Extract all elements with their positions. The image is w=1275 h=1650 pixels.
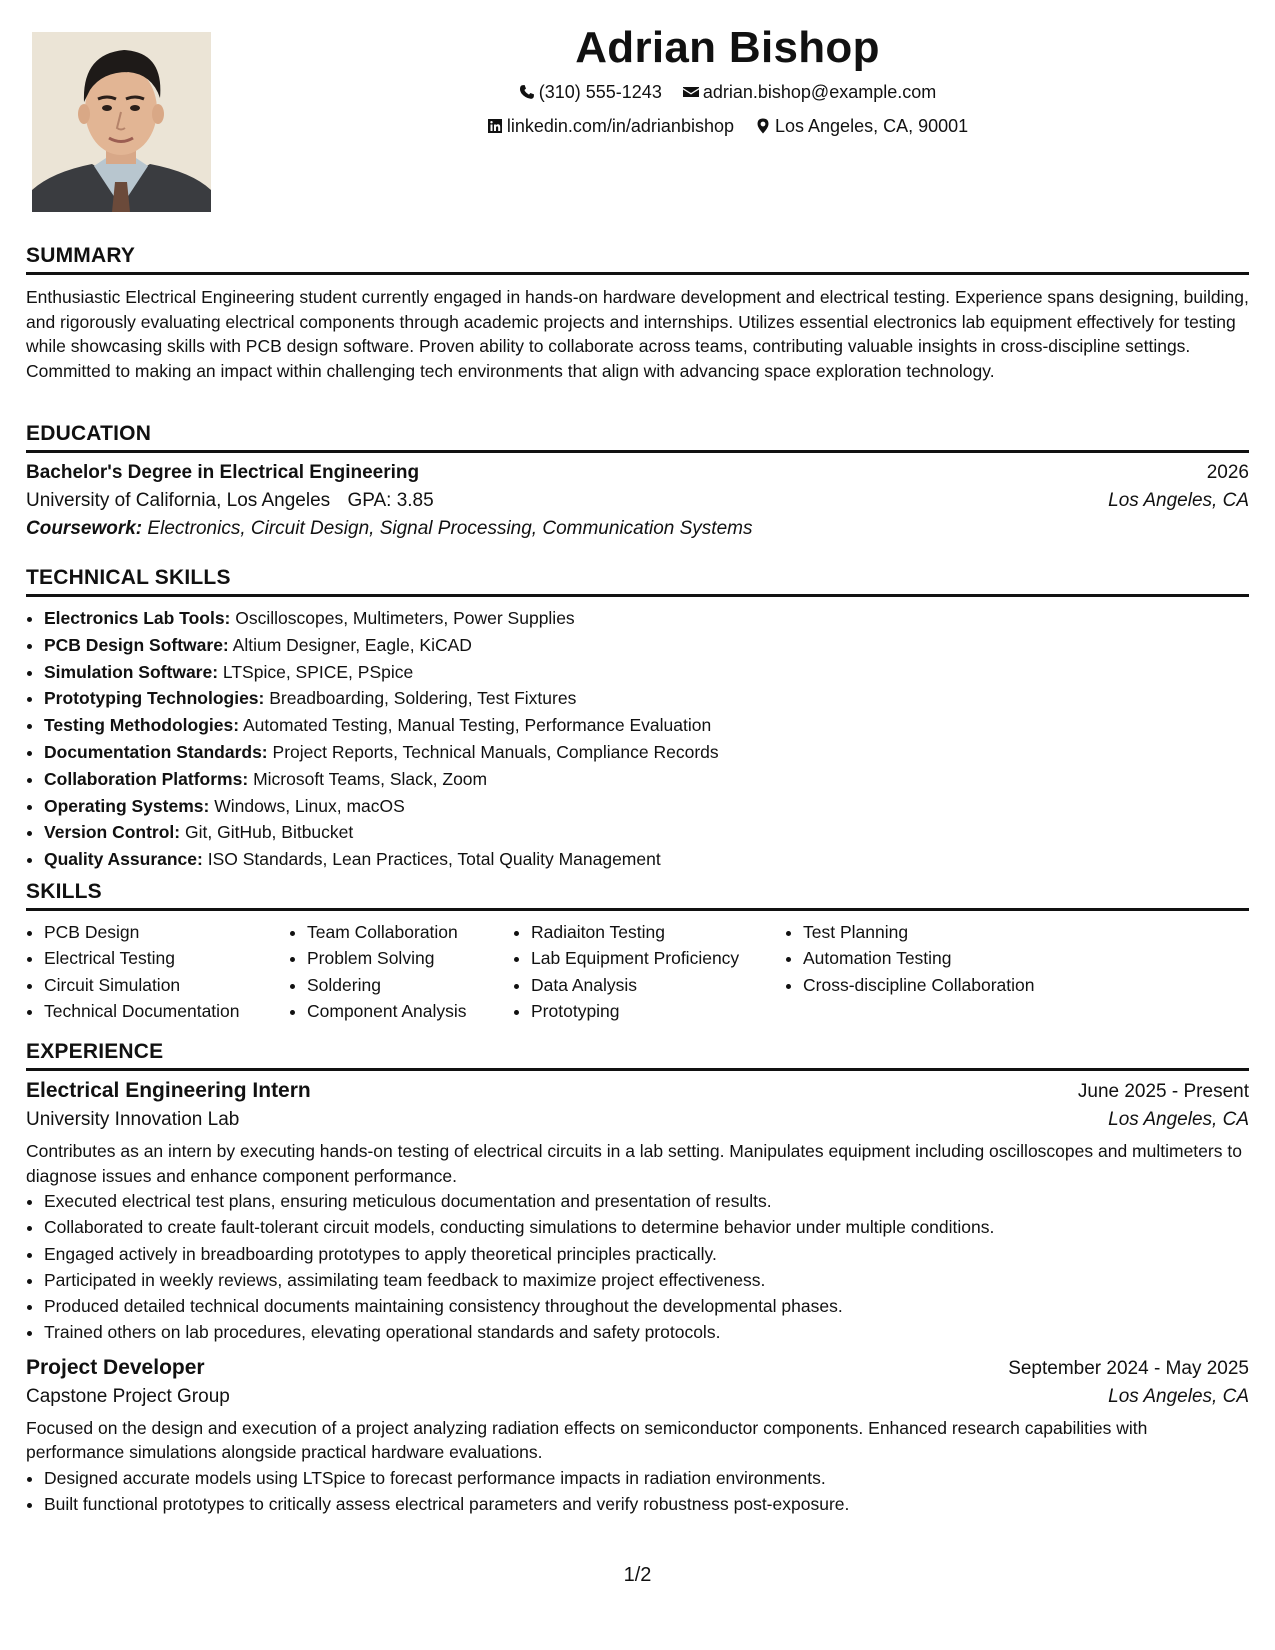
skill-values: Git, GitHub, Bitbucket xyxy=(185,822,354,843)
list-item xyxy=(44,712,1249,739)
skill-values: Breadboarding, Soldering, Test Fixtures xyxy=(269,688,577,709)
job-location: Los Angeles, CA xyxy=(1108,1385,1249,1407)
skill-category: Version Control: xyxy=(44,822,181,843)
phone-icon xyxy=(519,84,535,100)
job-description: Contributes as an intern by executing hands-on testing of electrical circuits in a lab setting. Manipulates equipment including oscilloscopes and multimeters to diagnose issues and enhance component performance. xyxy=(26,1141,1242,1186)
location-contact xyxy=(755,114,968,138)
list-item xyxy=(44,819,1249,846)
list-item: • Designed accurate models using LTSpice to forecast performance impacts in radiation environments. xyxy=(44,1465,1249,1491)
resume-header xyxy=(230,20,1225,140)
experience-section xyxy=(26,1040,1249,1517)
experience-heading: EXPERIENCE xyxy=(26,1040,1249,1071)
list-item xyxy=(44,846,1249,873)
list-item: • Cross-discipline Collaboration xyxy=(803,972,1035,998)
list-item: • Electrical Testing xyxy=(44,945,289,971)
list-item: • Circuit Simulation xyxy=(44,972,289,998)
school-location: Los Angeles, CA xyxy=(1108,490,1249,511)
email-contact[interactable] xyxy=(683,80,936,104)
coursework xyxy=(26,518,1249,540)
linkedin-text[interactable]: linkedin.com/in/adrianbishop xyxy=(506,116,734,136)
list-item xyxy=(44,793,1249,820)
list-item: • Built functional prototypes to critically assess electrical parameters and verify robustness post-exposure. xyxy=(44,1491,1249,1517)
list-item: • Trained others on lab procedures, elevating operational standards and safety protocols. xyxy=(44,1319,1249,1345)
education-section xyxy=(26,422,1249,540)
coursework-list: Electronics, Circuit Design, Signal Processing, Communication Systems xyxy=(147,518,753,539)
job-organization: Capstone Project Group xyxy=(26,1385,230,1407)
job-title: Project Developer xyxy=(26,1355,205,1379)
list-item: • Prototyping xyxy=(531,998,785,1024)
skill-category: Documentation Standards: xyxy=(44,741,268,762)
job-entry xyxy=(26,1356,1249,1518)
envelope-icon xyxy=(683,84,699,100)
job-dates: September 2024 - May 2025 xyxy=(1008,1357,1249,1379)
summary-heading: SUMMARY xyxy=(26,244,1249,275)
list-item: • Soldering xyxy=(307,972,513,998)
list-item: • Test Planning xyxy=(803,919,1035,945)
skills-section xyxy=(26,880,1249,1024)
list-item: • Component Analysis xyxy=(307,998,513,1024)
job-dates: June 2025 - Present xyxy=(1077,1081,1249,1102)
skill-values: LTSpice, SPICE, PSpice xyxy=(222,661,414,682)
contact-row-2 xyxy=(230,114,1225,140)
technical-skills-list xyxy=(26,605,1249,873)
phone-text: (310) 555-1243 xyxy=(538,82,662,102)
skill-category: PCB Design Software: xyxy=(44,634,229,655)
skill-category: Collaboration Platforms: xyxy=(44,768,249,789)
skills-column-3 xyxy=(513,919,785,1024)
gpa: GPA: 3.85 xyxy=(347,490,434,511)
skill-category: Operating Systems: xyxy=(44,795,210,816)
contact-row-1 xyxy=(230,80,1225,106)
list-item: • Participated in weekly reviews, assimilating team feedback to maximize project effectiveness. xyxy=(44,1267,1249,1293)
skills-column-1 xyxy=(26,919,289,1024)
list-item: • Data Analysis xyxy=(531,972,785,998)
job-bullets xyxy=(26,1465,1249,1518)
linkedin-icon xyxy=(487,118,503,134)
skill-values: Altium Designer, Eagle, KiCAD xyxy=(232,634,472,655)
job-organization: University Innovation Lab xyxy=(26,1109,240,1130)
list-item: • Lab Equipment Proficiency xyxy=(531,945,785,971)
list-item: • Executed electrical test plans, ensuring meticulous documentation and presentation of results. xyxy=(44,1188,1249,1214)
list-item: • Engaged actively in breadboarding prototypes to apply theoretical principles practically. xyxy=(44,1241,1249,1267)
list-item: • Problem Solving xyxy=(307,945,513,971)
job-description: Focused on the design and execution of a project analyzing radiation effects on semiconductor components. Enhanced research capabilities with performance simulations alongside practical hardware evaluations. xyxy=(26,1417,1148,1463)
skill-category: Quality Assurance: xyxy=(44,849,203,870)
coursework-label: Coursework: xyxy=(26,518,143,539)
map-pin-icon xyxy=(755,118,771,134)
skill-values: Automated Testing, Manual Testing, Performance Evaluation xyxy=(243,715,712,736)
job-bullets xyxy=(26,1188,1249,1346)
list-item: • Collaborated to create fault-tolerant circuit models, conducting simulations to determine behavior under multiple conditions. xyxy=(44,1214,1249,1240)
education-heading: EDUCATION xyxy=(26,422,1249,453)
list-item xyxy=(44,659,1249,686)
school-name: University of California, Los Angeles xyxy=(26,490,331,511)
list-item xyxy=(44,739,1249,766)
list-item: • Team Collaboration xyxy=(307,919,513,945)
skills-heading: SKILLS xyxy=(26,880,1249,911)
skill-values: Oscilloscopes, Multimeters, Power Supplies xyxy=(235,608,575,628)
skill-category: Simulation Software: xyxy=(44,661,219,682)
graduation-year: 2026 xyxy=(1206,462,1249,483)
list-item xyxy=(44,766,1249,793)
summary-text: Enthusiastic Electrical Engineering student currently engaged in hands-on hardware development and electrical testing. Experience spans designing, building, and rigorously evaluating electrical components through academic projects and internships. Utilizes essential electronics lab equipment effectively for testing while showcasing skills with PCB design software. Proven ability to collaborate across teams, contributing valuable insights in cross-discipline settings. Committed to making an impact within challenging tech environments that align with advancing space exploration technology. xyxy=(26,287,1249,381)
degree-title: Bachelor's Degree in Electrical Engineering xyxy=(26,462,420,483)
skill-values: Windows, Linux, macOS xyxy=(214,795,405,816)
candidate-name: Adrian Bishop xyxy=(575,23,880,72)
email-text[interactable]: adrian.bishop@example.com xyxy=(702,82,937,102)
skill-values: Microsoft Teams, Slack, Zoom xyxy=(253,768,488,789)
skill-category: Testing Methodologies: xyxy=(44,715,240,736)
technical-skills-section xyxy=(26,566,1249,873)
skill-category: Prototyping Technologies: xyxy=(44,688,265,709)
list-item xyxy=(44,605,1249,632)
list-item: • Technical Documentation xyxy=(44,998,289,1024)
skill-values: ISO Standards, Lean Practices, Total Quality Management xyxy=(207,849,661,870)
job-location: Los Angeles, CA xyxy=(1108,1109,1249,1130)
profile-photo xyxy=(32,32,211,212)
technical-skills-heading: TECHNICAL SKILLS xyxy=(26,566,1249,597)
job-title: Electrical Engineering Intern xyxy=(26,1079,311,1102)
list-item xyxy=(44,685,1249,712)
list-item xyxy=(44,632,1249,659)
job-entry xyxy=(26,1079,1249,1346)
location-text: Los Angeles, CA, 90001 xyxy=(775,116,969,136)
phone-contact xyxy=(519,80,662,104)
list-item: • Automation Testing xyxy=(803,945,1035,971)
skills-column-2 xyxy=(289,919,513,1024)
skill-values: Project Reports, Technical Manuals, Compliance Records xyxy=(272,741,719,762)
summary-section xyxy=(26,244,1249,383)
linkedin-contact[interactable] xyxy=(487,114,734,138)
list-item: • Produced detailed technical documents maintaining consistency throughout the developmental phases. xyxy=(44,1293,1249,1319)
page-number: 1/2 xyxy=(623,1564,652,1586)
skills-grid xyxy=(26,919,1249,1024)
skill-category: Electronics Lab Tools: xyxy=(44,608,231,628)
list-item: • PCB Design xyxy=(44,919,289,945)
list-item: • Radiaiton Testing xyxy=(531,919,785,945)
skills-column-4 xyxy=(785,919,1035,1024)
